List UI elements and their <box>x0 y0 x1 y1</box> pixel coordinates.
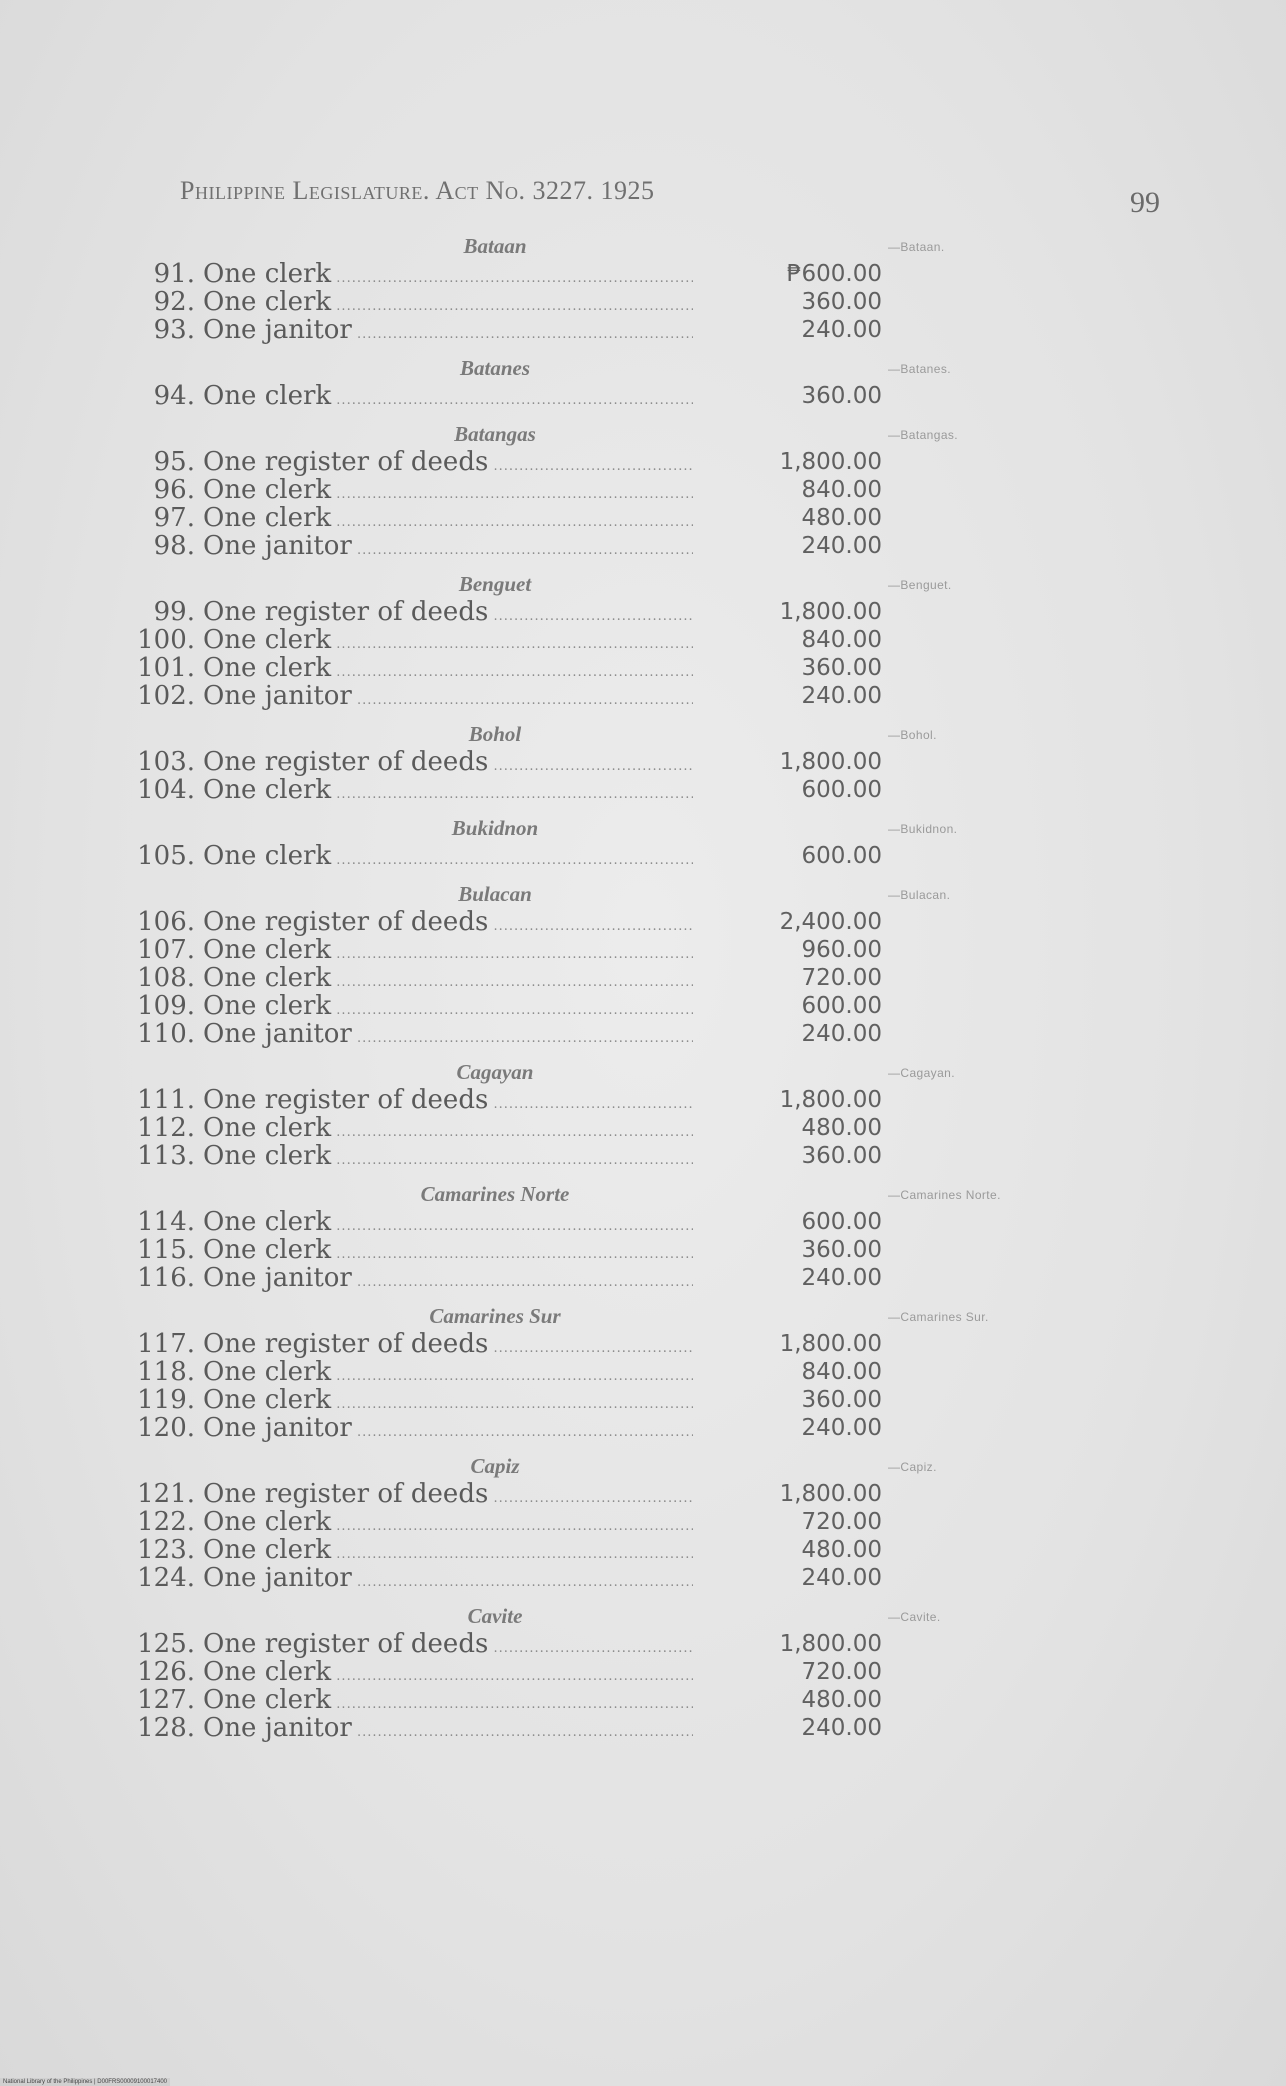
margin-note: —Batangas. <box>888 428 959 442</box>
salary-amount: 840.00 <box>801 1359 882 1385</box>
province-section <box>0 880 1286 1058</box>
salary-amount: 720.00 <box>801 1509 882 1535</box>
position-description: One register of deeds ..... <box>203 1630 693 1663</box>
position-row <box>0 964 1286 992</box>
position-row <box>0 1386 1286 1414</box>
province-section <box>0 354 1286 420</box>
item-number: 98. <box>153 531 195 561</box>
position-row <box>0 908 1286 936</box>
salary-amount: 1,800.00 <box>779 449 882 475</box>
position-description: One clerk ..... <box>203 288 693 321</box>
position-row <box>0 260 1286 288</box>
position-description: One clerk ..... <box>203 1142 693 1175</box>
salary-amount: 360.00 <box>801 1387 882 1413</box>
position-description: One janitor ..... <box>203 1020 693 1053</box>
appropriations-list <box>0 232 1286 1752</box>
province-heading: Capiz <box>470 1454 520 1478</box>
province-section <box>0 232 1286 354</box>
item-number: 105. <box>137 841 195 871</box>
position-row <box>0 1480 1286 1508</box>
item-number: 93. <box>153 315 195 345</box>
item-number: 106. <box>137 907 195 937</box>
item-number: 111. <box>137 1085 195 1115</box>
position-description: One clerk ..... <box>203 1358 693 1391</box>
position-description: One janitor ..... <box>203 316 693 349</box>
item-number: 112. <box>137 1113 195 1143</box>
item-number: 113. <box>137 1141 195 1171</box>
position-description: One clerk ..... <box>203 1208 693 1241</box>
position-description: One register of deeds ..... <box>203 1330 693 1363</box>
item-number: 123. <box>137 1535 195 1565</box>
salary-amount: 480.00 <box>801 505 882 531</box>
item-number: 128. <box>137 1713 195 1743</box>
item-number: 100. <box>137 625 195 655</box>
margin-note: —Cavite. <box>888 1610 941 1624</box>
province-section <box>0 1180 1286 1302</box>
position-description: One clerk ..... <box>203 1508 693 1541</box>
salary-amount: 600.00 <box>801 1209 882 1235</box>
position-description: One janitor ..... <box>203 1264 693 1297</box>
salary-amount: 480.00 <box>801 1687 882 1713</box>
salary-amount: 600.00 <box>801 843 882 869</box>
position-row <box>0 1508 1286 1536</box>
province-section <box>0 720 1286 814</box>
position-row <box>0 1142 1286 1170</box>
position-description: One register of deeds ..... <box>203 748 693 781</box>
position-description: One janitor ..... <box>203 682 693 715</box>
position-description: One register of deeds ..... <box>203 908 693 941</box>
position-row <box>0 1686 1286 1714</box>
position-row <box>0 654 1286 682</box>
salary-amount: 240.00 <box>801 1565 882 1591</box>
salary-amount: 1,800.00 <box>779 1087 882 1113</box>
position-description: One clerk ..... <box>203 776 693 809</box>
position-row <box>0 1358 1286 1386</box>
position-row <box>0 598 1286 626</box>
position-row <box>0 1086 1286 1114</box>
province-heading: Benguet <box>458 572 532 596</box>
province-section <box>0 1602 1286 1752</box>
position-row <box>0 1264 1286 1292</box>
position-description: One register of deeds ..... <box>203 1086 693 1119</box>
province-section <box>0 1058 1286 1180</box>
position-row <box>0 476 1286 504</box>
salary-amount: 1,800.00 <box>779 1631 882 1657</box>
position-row <box>0 1020 1286 1048</box>
position-row <box>0 532 1286 560</box>
position-row <box>0 1630 1286 1658</box>
item-number: 94. <box>153 381 195 411</box>
position-row <box>0 842 1286 870</box>
salary-amount: 1,800.00 <box>779 749 882 775</box>
province-section <box>0 570 1286 720</box>
item-number: 120. <box>137 1413 195 1443</box>
item-number: 127. <box>137 1685 195 1715</box>
item-number: 96. <box>153 475 195 505</box>
margin-note: —Cagayan. <box>888 1066 955 1080</box>
position-description: One clerk ..... <box>203 1236 693 1269</box>
salary-amount: 600.00 <box>801 993 882 1019</box>
item-number: 119. <box>137 1385 195 1415</box>
position-row <box>0 936 1286 964</box>
salary-amount: 600.00 <box>801 777 882 803</box>
position-description: One clerk ..... <box>203 382 693 415</box>
item-number: 117. <box>137 1329 195 1359</box>
margin-note: —Bukidnon. <box>888 822 958 836</box>
salary-amount: 360.00 <box>801 383 882 409</box>
scan-footer: National Library of the Philippines | D00FRS00009100017400 <box>0 2078 170 2086</box>
position-description: One clerk ..... <box>203 1114 693 1147</box>
item-number: 124. <box>137 1563 195 1593</box>
item-number: 97. <box>153 503 195 533</box>
salary-amount: 840.00 <box>801 627 882 653</box>
item-number: 125. <box>137 1629 195 1659</box>
running-title: Philippine Legislature. Act No. 3227. 1925 <box>180 176 655 205</box>
position-description: One clerk ..... <box>203 654 693 687</box>
position-description: One clerk ..... <box>203 842 693 875</box>
item-number: 99. <box>153 597 195 627</box>
position-description: One register of deeds ..... <box>203 1480 693 1513</box>
margin-note: —Batanes. <box>888 362 951 376</box>
salary-amount: 1,800.00 <box>779 599 882 625</box>
salary-amount: 240.00 <box>801 533 882 559</box>
province-heading: Bulacan <box>458 882 532 906</box>
item-number: 95. <box>153 447 195 477</box>
salary-amount: 360.00 <box>801 1143 882 1169</box>
position-row <box>0 1330 1286 1358</box>
position-row <box>0 1714 1286 1742</box>
item-number: 114. <box>137 1207 195 1237</box>
province-heading: Bukidnon <box>451 816 539 840</box>
position-description: One clerk ..... <box>203 476 693 509</box>
item-number: 109. <box>137 991 195 1021</box>
margin-note: —Bohol. <box>888 728 937 742</box>
salary-amount: 240.00 <box>801 1415 882 1441</box>
province-heading: Bataan <box>463 234 527 258</box>
item-number: 103. <box>137 747 195 777</box>
position-description: One clerk ..... <box>203 1658 693 1691</box>
position-row <box>0 1536 1286 1564</box>
province-heading: Cagayan <box>456 1060 534 1084</box>
position-description: One clerk ..... <box>203 1536 693 1569</box>
item-number: 108. <box>137 963 195 993</box>
margin-note: —Benguet. <box>888 578 952 592</box>
position-row <box>0 1236 1286 1264</box>
position-row <box>0 1208 1286 1236</box>
province-heading: Camarines Sur <box>429 1304 561 1328</box>
item-number: 104. <box>137 775 195 805</box>
salary-amount: 240.00 <box>801 1021 882 1047</box>
page-header <box>180 172 1160 219</box>
item-number: 115. <box>137 1235 195 1265</box>
item-number: 110. <box>137 1019 195 1049</box>
position-row <box>0 316 1286 344</box>
salary-amount: 1,800.00 <box>779 1481 882 1507</box>
position-row <box>0 776 1286 804</box>
item-number: 107. <box>137 935 195 965</box>
salary-amount: 720.00 <box>801 965 882 991</box>
margin-note: —Capiz. <box>888 1460 937 1474</box>
position-description: One clerk ..... <box>203 964 693 997</box>
item-number: 121. <box>137 1479 195 1509</box>
item-number: 91. <box>153 259 195 289</box>
province-heading: Bohol <box>468 722 522 746</box>
item-number: 118. <box>137 1357 195 1387</box>
position-description: One clerk ..... <box>203 936 693 969</box>
position-row <box>0 992 1286 1020</box>
position-description: One clerk ..... <box>203 626 693 659</box>
province-section <box>0 1302 1286 1452</box>
position-description: One register of deeds ..... <box>203 448 693 481</box>
salary-amount: 240.00 <box>801 1265 882 1291</box>
province-heading: Batangas <box>454 422 536 446</box>
salary-amount: 1,800.00 <box>779 1331 882 1357</box>
salary-amount: ₱600.00 <box>786 261 882 287</box>
position-row <box>0 382 1286 410</box>
salary-amount: 2,400.00 <box>779 909 882 935</box>
margin-note: —Bataan. <box>888 240 945 254</box>
item-number: 102. <box>137 681 195 711</box>
salary-amount: 480.00 <box>801 1115 882 1141</box>
province-heading: Batanes <box>459 356 530 380</box>
position-row <box>0 288 1286 316</box>
salary-amount: 240.00 <box>801 683 882 709</box>
salary-amount: 240.00 <box>801 317 882 343</box>
position-description: One clerk ..... <box>203 1386 693 1419</box>
position-description: One clerk ..... <box>203 992 693 1025</box>
item-number: 126. <box>137 1657 195 1687</box>
item-number: 101. <box>137 653 195 683</box>
position-description: One janitor ..... <box>203 1414 693 1447</box>
salary-amount: 360.00 <box>801 289 882 315</box>
salary-amount: 480.00 <box>801 1537 882 1563</box>
position-description: One register of deeds ..... <box>203 598 693 631</box>
province-heading: Cavite <box>467 1604 523 1628</box>
position-description: One clerk ..... <box>203 260 693 293</box>
salary-amount: 240.00 <box>801 1715 882 1741</box>
position-row <box>0 1564 1286 1592</box>
position-row <box>0 748 1286 776</box>
position-description: One janitor ..... <box>203 1714 693 1747</box>
position-row <box>0 626 1286 654</box>
position-description: One clerk ..... <box>203 1686 693 1719</box>
position-row <box>0 1414 1286 1442</box>
province-section <box>0 420 1286 570</box>
position-description: One janitor ..... <box>203 1564 693 1597</box>
province-heading: Camarines Norte <box>420 1182 570 1206</box>
item-number: 122. <box>137 1507 195 1537</box>
province-section <box>0 1452 1286 1602</box>
position-row <box>0 1658 1286 1686</box>
salary-amount: 840.00 <box>801 477 882 503</box>
salary-amount: 960.00 <box>801 937 882 963</box>
position-row <box>0 504 1286 532</box>
position-description: One janitor ..... <box>203 532 693 565</box>
item-number: 116. <box>137 1263 195 1293</box>
margin-note: —Bulacan. <box>888 888 951 902</box>
salary-amount: 720.00 <box>801 1659 882 1685</box>
margin-note: —Camarines Sur. <box>888 1310 989 1324</box>
margin-note: —Camarines Norte. <box>888 1188 1001 1202</box>
item-number: 92. <box>153 287 195 317</box>
position-description: One clerk ..... <box>203 504 693 537</box>
page-number: 99 <box>1130 186 1160 219</box>
salary-amount: 360.00 <box>801 655 882 681</box>
position-row <box>0 1114 1286 1142</box>
position-row <box>0 448 1286 476</box>
province-section <box>0 814 1286 880</box>
salary-amount: 360.00 <box>801 1237 882 1263</box>
position-row <box>0 682 1286 710</box>
